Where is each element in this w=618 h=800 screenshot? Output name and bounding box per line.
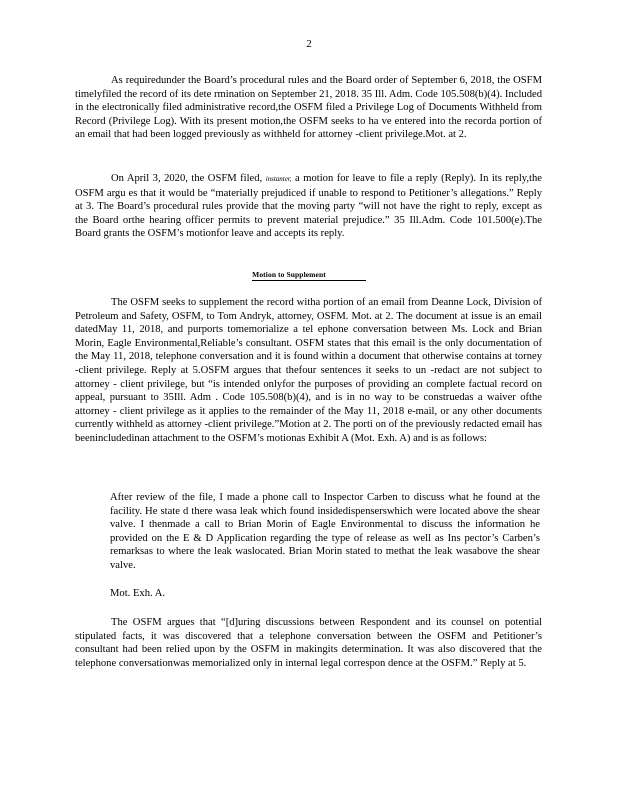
section-heading-text: Motion to Supplement [252,270,366,281]
instanter-italic: instanter, [265,175,292,183]
page-number: 2 [306,38,312,50]
block-quote-exhibit: After review of the file, I made a phone call to Inspector Carben to discuss what he found at the facility. He state d there wasa leak which found insidedispenserswhich were located above the shear valve. I thenmade a call to Brian Morin of Eagle Environmental to discuss the information he provided on the E & D Application regarding the type of release as well as Ins pector’s Carben’s remarksas to where the leak waslocated. Brian Morin stated to methat the leak wasabove the shear valve. [110,492,540,571]
paragraph-osfm-argument: The OSFM argues that “[d]uring discussions between Respondent and its counsel on potential stipulated facts, it was discovered that a telephone conversation between the OSFM and Petitioner’s consultant had been relied upon by the OSFM in makingits determination. It was also discovered that the telephone conversationwas memorialized only in internal legal correspon dence at the OSFM.” Reply at 5. [75,617,542,669]
section-heading [0,268,618,282]
paragraph-motion-for-leave-start: On April 3, 2020, the OSFM filed, [111,173,263,184]
exhibit-citation: Mot. Exh. A. [110,588,166,599]
paragraph-supplement: The OSFM seeks to supplement the record witha portion of an email from Deanne Lock, Division of Petroleum and Safety, OSFM, to Tom Andryk, attorney, OSFM. Mot. at 2. The document at issue is an email datedMay 11, 2018, and purports tomemorialize a tel ephone conversation between Ms. Lock and Brian Morin, Eagle Environmental,Reliable’s consultant. OSFM states that this email is the only documentation of the May 11, 2018, telephone conversation and it is found within a document that otherwise contains at torney -client privilege. Reply at 5.OSFM argues that thefour sentences it seeks to un -redact are not subject to attorney - client privilege, but “is intended onlyfor the purposes of providing an complete factual record on appeal, pursuant to 35Ill. Adm . Code 105.508(b)(4), and is in no way to be construedas a waiver ofthe attorney - client privilege as it applies to the remainder of the May 11, 2018 e-mail, or any other documents currently withheld as attorney -client privilege.”Motion at 2. The porti on of the previously redacted email has beenincludedinan attachment to the OSFM’s motionas Exhibit A (Mot. Exh. A) and is as follows: [75,297,542,444]
paragraph-record-filing: As requiredunder the Board’s procedural rules and the Board order of September 6, 2018, the OSFM timelyfiled the record of its dete rmination on September 21, 2018. 35 Ill. Adm. Code 105.508(b)(4). Included in the electronically filed administrative record,the OSFM filed a Privilege Log of Documents Withheld from Record (Privilege Log). With its present motion,the OSFM seeks to ha ve entered into the recorda portion of an email that had been logged previously as withheld for attorney -client privilege.Mot. at 2. [75,75,542,141]
paragraph-motion-for-leave-rest: a motion for leave to file a reply (Reply). In its reply,the OSFM argu es that it would be “materially prejudiced if unable to respond to Petitioner’s allegations.” Reply at 3. The Board’s procedural rules provide that the moving party “will not have the right to reply, except as the Board orthe hearing officer permits to prevent material prejudice.” 35 Ill.Adm. Code 101.500(e).The Board grants the OSFM’s motionfor leave and accepts its reply. [75,173,542,240]
paragraph-motion-for-leave [75,172,542,241]
